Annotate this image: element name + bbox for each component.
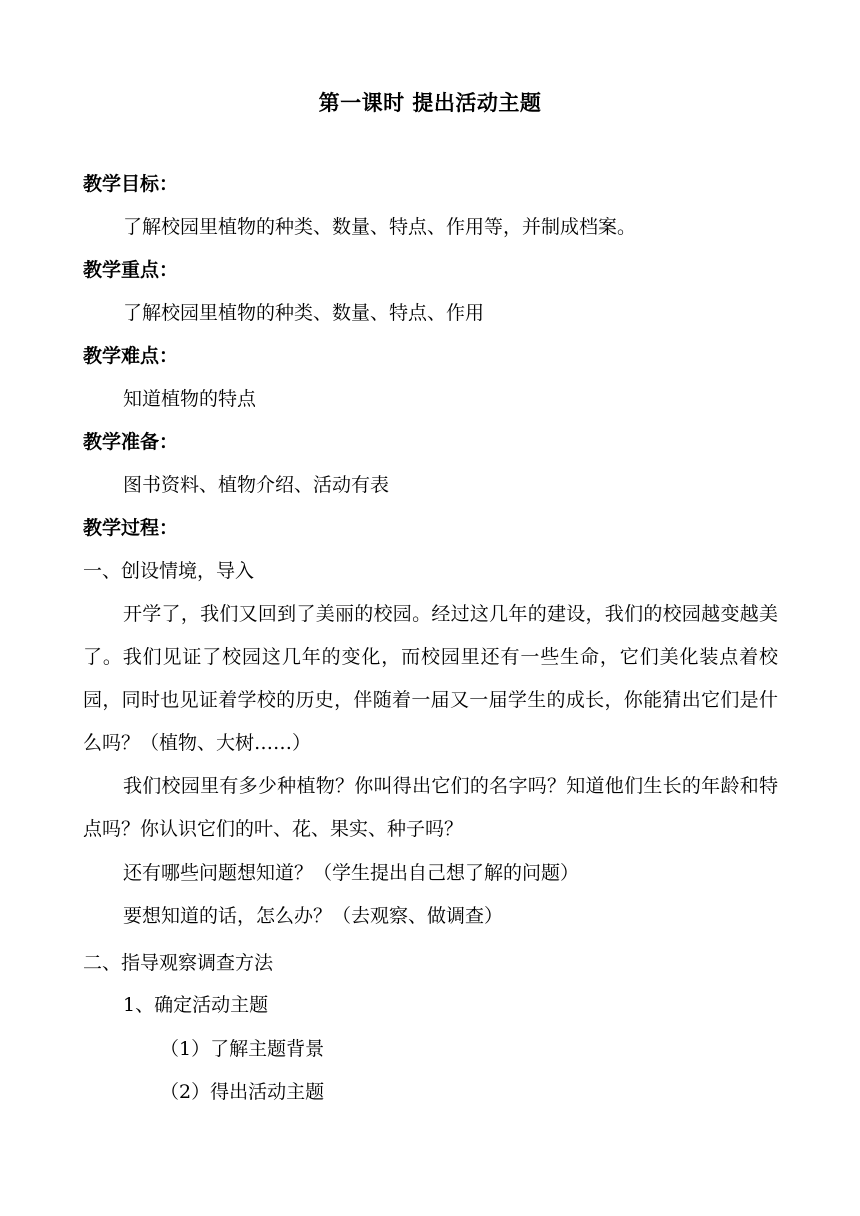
part1-paragraph-1: 开学了，我们又回到了美丽的校园。经过这几年的建设，我们的校园越变越美了。我们见证了校园这几年的变化，而校园里还有一些生命，它们美化装点着校园，同时也见证着学校的历史，伴随着一届又一届学生的成长，你能猜出它们是什么吗？（植物、大树……） xyxy=(83,603,778,754)
preparation-text: 图书资料、植物介绍、活动有表 xyxy=(123,474,390,496)
preparation-heading: 教学准备： xyxy=(83,431,179,453)
part1-paragraph-2: 我们校园里有多少种植物？你叫得出它们的名字吗？知道他们生长的年龄和特点吗？你认识它们的叶、花、果实、种子吗？ xyxy=(83,775,778,840)
part1-paragraph-3: 还有哪些问题想知道？（学生提出自己想了解的问题） xyxy=(123,862,580,884)
key-points-heading: 教学重点： xyxy=(83,259,179,281)
objectives-text: 了解校园里植物的种类、数量、特点、作用等，并制成档案。 xyxy=(123,216,637,238)
difficulties-text: 知道植物的特点 xyxy=(123,388,257,410)
part2-sub-item-1: （1）了解主题背景 xyxy=(160,1038,325,1060)
part2-sub-item-2: （2）得出活动主题 xyxy=(160,1081,325,1103)
page-title: 第一课时 提出活动主题 xyxy=(318,90,542,115)
part1-heading: 一、创设情境，导入 xyxy=(83,560,255,582)
key-points-text: 了解校园里植物的种类、数量、特点、作用 xyxy=(123,302,485,324)
objectives-heading: 教学目标： xyxy=(83,173,179,195)
difficulties-heading: 教学难点： xyxy=(83,345,179,367)
part2-heading: 二、指导观察调查方法 xyxy=(83,952,274,974)
process-heading: 教学过程： xyxy=(83,517,179,539)
part1-paragraph-4: 要想知道的话，怎么办？（去观察、做调查） xyxy=(123,905,504,927)
part2-item-1: 1、确定活动主题 xyxy=(123,994,269,1016)
